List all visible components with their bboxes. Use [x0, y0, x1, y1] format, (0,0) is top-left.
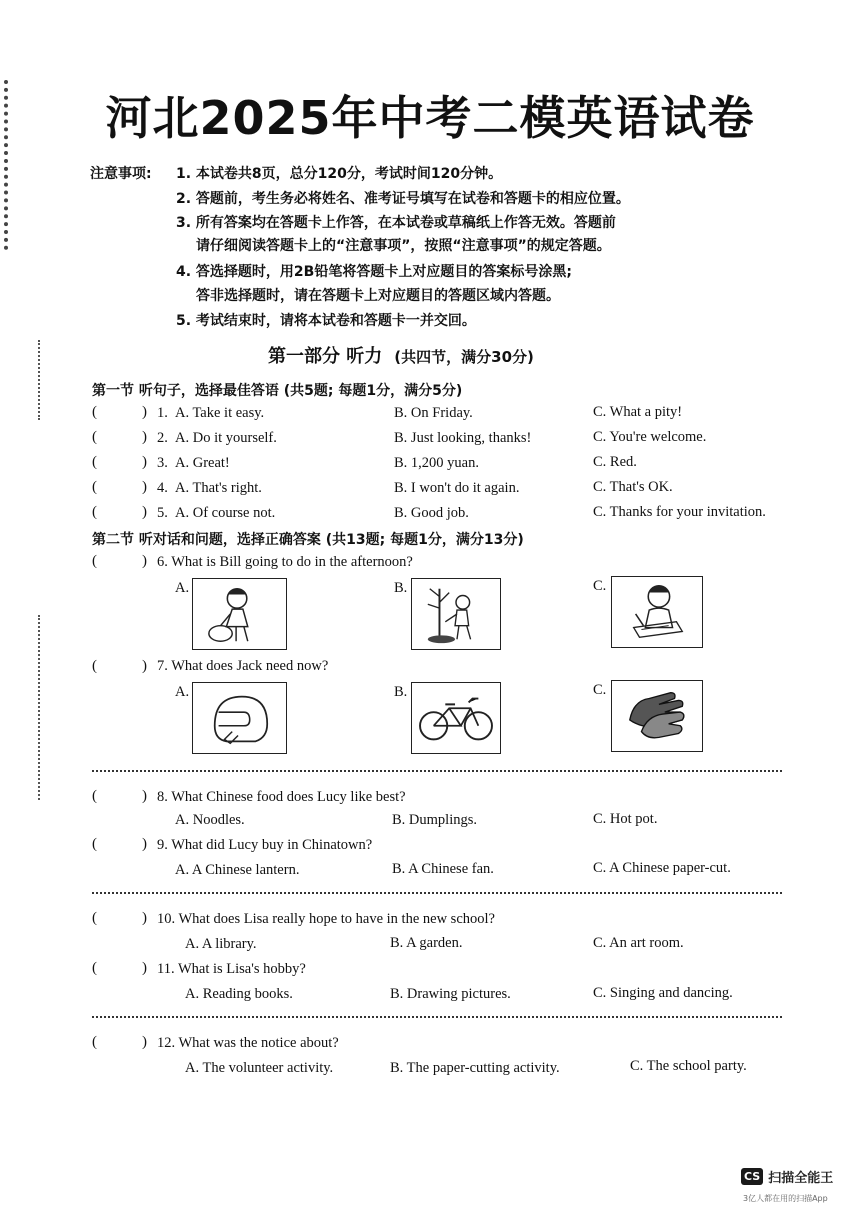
scanner-app-name: 扫描全能王 — [768, 1171, 834, 1186]
picture-label-a: A. — [175, 684, 190, 700]
notes-label: 注意事项: — [90, 166, 152, 182]
note-item: 答非选择题时，请在答题卡上对应题目的答题区域内答题。 — [196, 288, 560, 304]
scanner-tagline: 3亿人都在用的扫描App — [743, 1194, 828, 1203]
note-item: 5. 考试结束时，请将本试卷和答题卡一并交回。 — [176, 313, 476, 329]
question-11-text: 11. What is Lisa's hobby? — [157, 961, 306, 977]
picture-boy-doing-homework — [611, 576, 703, 648]
note-item: 3. 所有答案均在答题卡上作答，在本试卷或草稿纸上作答无效。答题前 — [176, 215, 616, 231]
picture-helmet — [192, 682, 287, 754]
note-item: 1. 本试卷共8页，总分120分，考试时间120分钟。 — [176, 166, 503, 182]
page-title: 河北2025年中考二模英语试卷 — [105, 91, 755, 145]
picture-boy-washing-clothes — [192, 578, 287, 650]
question-6-text: 6. What is Bill going to do in the afternoon? — [157, 554, 413, 570]
picture-label-b: B. — [394, 580, 408, 596]
picture-girl-planting-tree — [411, 578, 501, 650]
answer-paren-open: ( — [92, 504, 97, 520]
option-b: B. Good job. — [394, 505, 469, 521]
option-b: B. I won't do it again. — [394, 480, 520, 496]
option-b: B. Drawing pictures. — [390, 986, 511, 1002]
option-b: B. On Friday. — [394, 405, 473, 421]
picture-gloves — [611, 680, 703, 752]
scanner-logo-badge: CS — [741, 1168, 763, 1185]
answer-paren-close: ) — [142, 658, 147, 674]
picture-label-c: C. — [593, 578, 607, 594]
part1-title: 第一部分 听力 — [268, 346, 383, 367]
scan-edge-mark — [38, 615, 42, 800]
option-b: B. A Chinese fan. — [392, 861, 494, 877]
answer-paren-open: ( — [92, 788, 97, 804]
option-a: A. A Chinese lantern. — [175, 862, 300, 878]
option-a: A. Noodles. — [175, 812, 245, 828]
picture-label-a: A. — [175, 580, 190, 596]
question-12-text: 12. What was the notice about? — [157, 1035, 339, 1051]
answer-paren-open: ( — [92, 910, 97, 926]
option-c: C. The school party. — [630, 1058, 747, 1074]
answer-paren-close: ) — [142, 910, 147, 926]
answer-paren-open: ( — [92, 658, 97, 674]
part1-note: (共四节，满分30分) — [394, 348, 534, 366]
answer-paren-close: ) — [142, 1034, 147, 1050]
question-number: 4. — [157, 480, 168, 496]
section-divider — [92, 892, 782, 894]
answer-paren-open: ( — [92, 1034, 97, 1050]
note-item: 4. 答选择题时，用2B铅笔将答题卡上对应题目的答案标号涂黑; — [176, 264, 572, 280]
section-divider — [92, 1016, 782, 1018]
answer-paren-open: ( — [92, 454, 97, 470]
question-number: 1. — [157, 405, 168, 421]
answer-paren-close: ) — [142, 454, 147, 470]
option-a: A. Reading books. — [185, 986, 293, 1002]
answer-paren-close: ) — [142, 553, 147, 569]
question-7-text: 7. What does Jack need now? — [157, 658, 329, 674]
answer-paren-open: ( — [92, 404, 97, 420]
option-a: A. Great! — [175, 455, 230, 471]
option-c: C. What a pity! — [593, 404, 683, 420]
question-8-text: 8. What Chinese food does Lucy like best? — [157, 789, 406, 805]
option-a: A. Do it yourself. — [175, 430, 277, 446]
option-c: C. Singing and dancing. — [593, 985, 733, 1001]
answer-paren-open: ( — [92, 960, 97, 976]
option-b: B. The paper-cutting activity. — [390, 1060, 560, 1076]
option-a: A. The volunteer activity. — [185, 1060, 334, 1076]
question-number: 2. — [157, 430, 168, 446]
section-divider — [92, 770, 782, 772]
option-b: B. 1,200 yuan. — [394, 455, 479, 471]
answer-paren-close: ) — [142, 788, 147, 804]
option-c: C. Red. — [593, 454, 637, 470]
note-item: 2. 答题前，考生务必将姓名、准考证号填写在试卷和答题卡的相应位置。 — [176, 191, 630, 207]
option-c: C. Thanks for your invitation. — [593, 504, 766, 520]
picture-label-c: C. — [593, 682, 607, 698]
answer-paren-open: ( — [92, 429, 97, 445]
option-b: B. Just looking, thanks! — [394, 430, 532, 446]
scanner-watermark — [741, 1166, 833, 1186]
question-number: 3. — [157, 455, 168, 471]
answer-paren-open: ( — [92, 479, 97, 495]
option-c: C. You're welcome. — [593, 429, 707, 445]
answer-paren-close: ) — [142, 504, 147, 520]
question-number: 5. — [157, 505, 168, 521]
scan-edge-mark — [38, 340, 42, 420]
section2-title: 第二节 听对话和问题，选择正确答案 (共13题; 每题1分，满分13分) — [92, 532, 524, 548]
note-item: 请仔细阅读答题卡上的“注意事项”，按照“注意事项”的规定答题。 — [196, 238, 611, 254]
section1-title: 第一节 听句子，选择最佳答语 (共5题; 每题1分，满分5分) — [92, 383, 463, 399]
answer-paren-close: ) — [142, 404, 147, 420]
answer-paren-close: ) — [142, 429, 147, 445]
option-b: B. A garden. — [390, 935, 463, 951]
option-c: C. Hot pot. — [593, 811, 658, 827]
answer-paren-close: ) — [142, 960, 147, 976]
option-a: A. That's right. — [175, 480, 262, 496]
question-9-text: 9. What did Lucy buy in Chinatown? — [157, 837, 373, 853]
option-a: A. Take it easy. — [175, 405, 265, 421]
picture-bicycle — [411, 682, 501, 754]
picture-label-b: B. — [394, 684, 408, 700]
option-c: C. That's OK. — [593, 479, 673, 495]
answer-paren-close: ) — [142, 479, 147, 495]
option-a: A. Of course not. — [175, 505, 276, 521]
answer-paren-close: ) — [142, 836, 147, 852]
option-a: A. A library. — [185, 936, 257, 952]
answer-paren-open: ( — [92, 553, 97, 569]
part1-heading — [268, 342, 534, 368]
answer-paren-open: ( — [92, 836, 97, 852]
option-c: C. An art room. — [593, 935, 684, 951]
option-c: C. A Chinese paper-cut. — [593, 860, 731, 876]
question-10-text: 10. What does Lisa really hope to have in the new school? — [157, 911, 495, 927]
option-b: B. Dumplings. — [392, 812, 477, 828]
